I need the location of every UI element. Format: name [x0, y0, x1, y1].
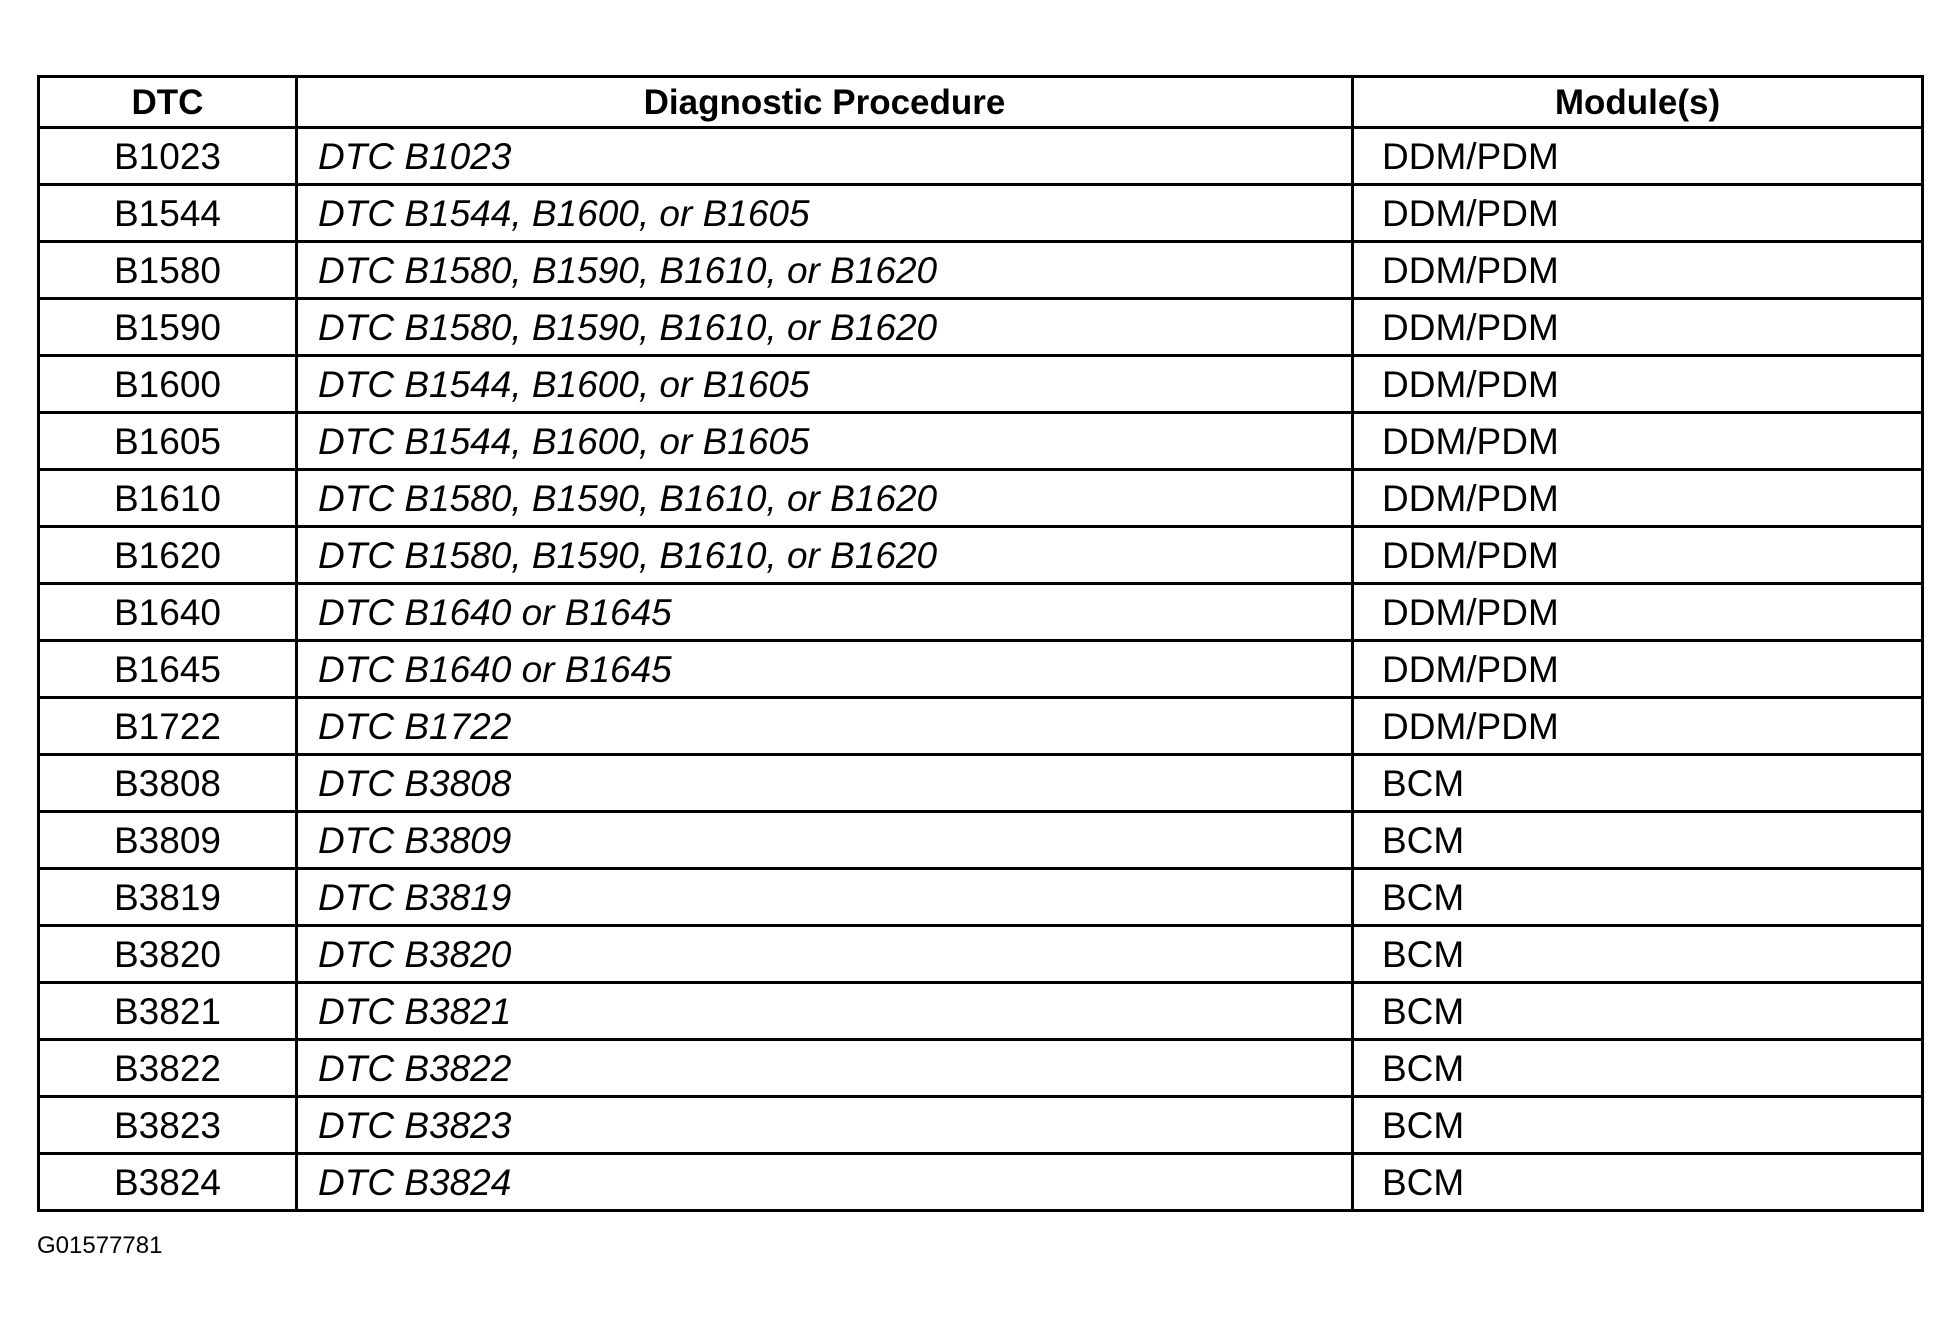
module-cell: BCM: [1353, 869, 1923, 926]
module-cell: DDM/PDM: [1353, 185, 1923, 242]
dtc-cell: B1605: [39, 413, 297, 470]
module-cell: DDM/PDM: [1353, 584, 1923, 641]
table-row: [39, 1040, 1923, 1097]
table-row: [39, 1097, 1923, 1154]
figure-id: G01577781: [37, 1232, 163, 1259]
procedure-cell: DTC B1580, B1590, B1610, or B1620: [297, 527, 1353, 584]
table-row: [39, 527, 1923, 584]
table-body: [39, 128, 1923, 1211]
dtc-cell: B3823: [39, 1097, 297, 1154]
module-cell: BCM: [1353, 1154, 1923, 1211]
procedure-cell: DTC B1580, B1590, B1610, or B1620: [297, 299, 1353, 356]
procedure-cell: DTC B3820: [297, 926, 1353, 983]
table-row: [39, 299, 1923, 356]
module-cell: DDM/PDM: [1353, 527, 1923, 584]
procedure-cell: DTC B1580, B1590, B1610, or B1620: [297, 470, 1353, 527]
table-row: [39, 1154, 1923, 1211]
table-row: [39, 698, 1923, 755]
dtc-table: [37, 75, 1924, 1212]
table-header-row: [39, 77, 1923, 128]
dtc-cell: B3808: [39, 755, 297, 812]
dtc-cell: B1580: [39, 242, 297, 299]
procedure-cell: DTC B3824: [297, 1154, 1353, 1211]
dtc-cell: B3824: [39, 1154, 297, 1211]
dtc-table-container: [37, 75, 1921, 1212]
dtc-cell: B1645: [39, 641, 297, 698]
table-row: [39, 755, 1923, 812]
module-cell: DDM/PDM: [1353, 242, 1923, 299]
table-row: [39, 812, 1923, 869]
table-row: [39, 413, 1923, 470]
header-diagnostic-procedure: Diagnostic Procedure: [297, 77, 1353, 128]
module-cell: BCM: [1353, 1097, 1923, 1154]
dtc-cell: B1722: [39, 698, 297, 755]
module-cell: BCM: [1353, 983, 1923, 1040]
procedure-cell: DTC B1640 or B1645: [297, 641, 1353, 698]
table-row: [39, 356, 1923, 413]
module-cell: DDM/PDM: [1353, 299, 1923, 356]
table-row: [39, 983, 1923, 1040]
procedure-cell: DTC B1580, B1590, B1610, or B1620: [297, 242, 1353, 299]
dtc-cell: B1590: [39, 299, 297, 356]
module-cell: DDM/PDM: [1353, 470, 1923, 527]
module-cell: BCM: [1353, 926, 1923, 983]
table-row: [39, 926, 1923, 983]
dtc-cell: B1544: [39, 185, 297, 242]
procedure-cell: DTC B1023: [297, 128, 1353, 185]
procedure-cell: DTC B3819: [297, 869, 1353, 926]
module-cell: BCM: [1353, 755, 1923, 812]
module-cell: DDM/PDM: [1353, 128, 1923, 185]
table-row: [39, 641, 1923, 698]
header-modules: Module(s): [1353, 77, 1923, 128]
table-row: [39, 128, 1923, 185]
dtc-cell: B1640: [39, 584, 297, 641]
dtc-cell: B3821: [39, 983, 297, 1040]
dtc-cell: B3822: [39, 1040, 297, 1097]
module-cell: BCM: [1353, 1040, 1923, 1097]
procedure-cell: DTC B1544, B1600, or B1605: [297, 413, 1353, 470]
dtc-cell: B3809: [39, 812, 297, 869]
table-row: [39, 869, 1923, 926]
dtc-cell: B3820: [39, 926, 297, 983]
module-cell: DDM/PDM: [1353, 413, 1923, 470]
procedure-cell: DTC B3822: [297, 1040, 1353, 1097]
procedure-cell: DTC B3821: [297, 983, 1353, 1040]
procedure-cell: DTC B3823: [297, 1097, 1353, 1154]
header-dtc: DTC: [39, 77, 297, 128]
procedure-cell: DTC B1722: [297, 698, 1353, 755]
table-row: [39, 470, 1923, 527]
dtc-cell: B1023: [39, 128, 297, 185]
module-cell: DDM/PDM: [1353, 641, 1923, 698]
procedure-cell: DTC B3808: [297, 755, 1353, 812]
procedure-cell: DTC B1544, B1600, or B1605: [297, 185, 1353, 242]
module-cell: BCM: [1353, 812, 1923, 869]
dtc-cell: B3819: [39, 869, 297, 926]
procedure-cell: DTC B1640 or B1645: [297, 584, 1353, 641]
table-row: [39, 185, 1923, 242]
procedure-cell: DTC B3809: [297, 812, 1353, 869]
dtc-cell: B1620: [39, 527, 297, 584]
module-cell: DDM/PDM: [1353, 356, 1923, 413]
dtc-cell: B1610: [39, 470, 297, 527]
dtc-cell: B1600: [39, 356, 297, 413]
procedure-cell: DTC B1544, B1600, or B1605: [297, 356, 1353, 413]
module-cell: DDM/PDM: [1353, 698, 1923, 755]
table-row: [39, 584, 1923, 641]
table-row: [39, 242, 1923, 299]
